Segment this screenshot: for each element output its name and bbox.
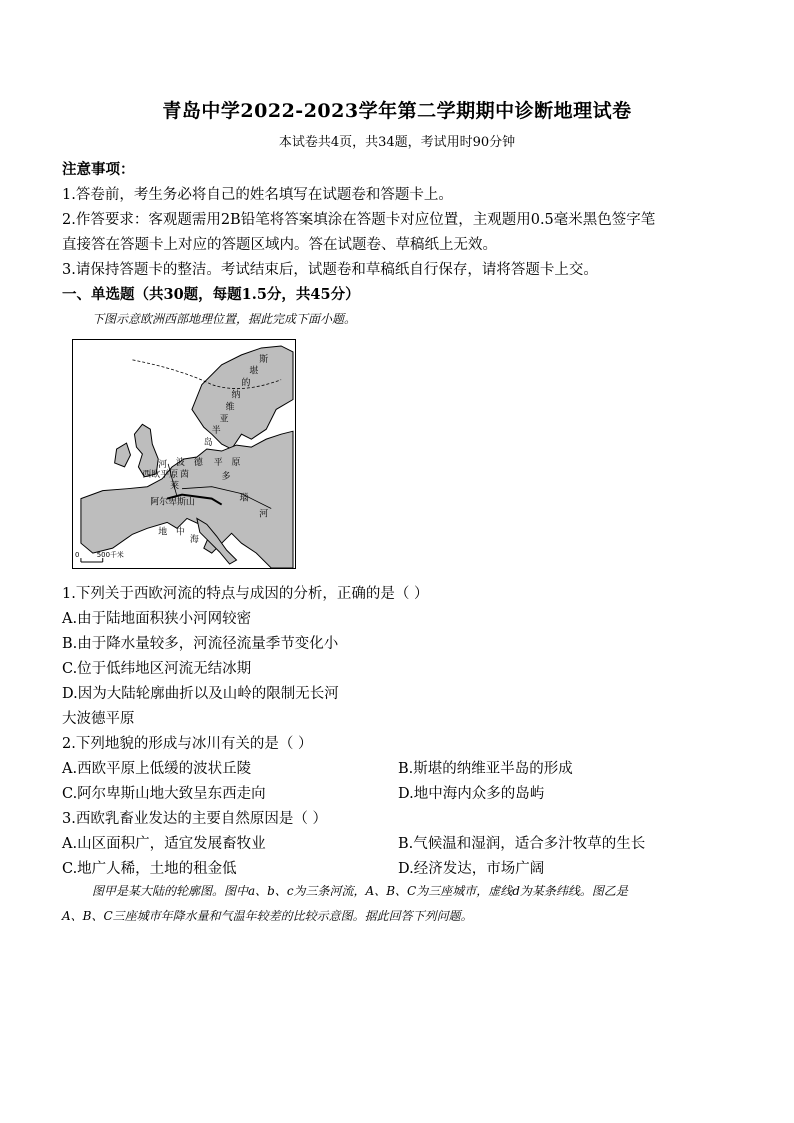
page-title: 青岛中学2022-2023学年第二学期期中诊断地理试卷 (162, 100, 632, 122)
passage-line: 图甲是某大陆的轮廓图。图中a、b、c为三条河流，A、B、C为三座城市，虚线d为某条纬线。图乙是 (92, 884, 628, 898)
exam-info: 本试卷共4页，共34题，考试用时90分钟 (278, 135, 516, 150)
map-label: 斯 (259, 354, 269, 365)
map-label: 岛 (203, 438, 213, 449)
passage-line: A、B、C三座城市年降水量和气温年较差的比较示意图。据此回答下列问题。 (62, 909, 473, 923)
scandinavia-landmass (192, 346, 293, 449)
question-option: B.由于降水量较多，河流径流量季节变化小 (62, 636, 339, 652)
map-label: 维 (225, 402, 235, 413)
map-label: 纳 (231, 390, 241, 401)
map-label: 波 (176, 457, 185, 468)
map-label: 堪 (249, 366, 259, 377)
map-label: 瑙 (239, 493, 249, 504)
map-label: 海 (189, 535, 199, 546)
scale-zero: 0 (74, 551, 80, 560)
map-label: 西欧平原 (142, 469, 179, 480)
europe-map (73, 340, 295, 568)
note-item: 3.请保持答题卡的整洁。考试结束后，试题卷和草稿纸自行保存，请将答题卡上交。 (62, 262, 598, 278)
map-label: 中 (176, 527, 185, 538)
map-label: 原 (231, 457, 241, 468)
ireland-landmass (115, 443, 131, 467)
map-label: 多 (221, 471, 231, 482)
question-stem: 2.下列地貌的形成与冰川有关的是（ ） (62, 736, 313, 752)
map-label: 茵 (180, 469, 189, 480)
notes-heading: 注意事项： (62, 161, 135, 178)
question-option: C.位于低纬地区河流无结冰期 (62, 661, 252, 677)
question-stem: 1.下列关于西欧河流的特点与成因的分析，正确的是（ ） (62, 586, 429, 602)
map-label: 的 (241, 378, 251, 389)
map-label: 半 (211, 426, 221, 437)
note-item: 2.作答要求：客观题需用2B铅笔将答案填涂在答题卡对应位置，主观题用0.5毫米黑色签字笔 (62, 212, 656, 228)
question-option: A.由于陆地面积狭小河网较密 (62, 611, 252, 627)
question-option: A.西欧平原上低缓的波状丘陵 (62, 761, 252, 777)
question-option: B.气候温和湿润，适合多汁牧草的生长 (398, 836, 646, 852)
question-option: A.山区面积广，适宜发展畜牧业 (62, 836, 266, 852)
question-stem: 3.西欧乳畜业发达的主要自然原因是（ ） (62, 811, 327, 827)
section-heading: 一、单选题（共30题，每题1.5分，共45分） (62, 286, 360, 303)
map-label: 亚 (219, 414, 229, 425)
map-label: 阿尔卑斯山 (150, 497, 195, 508)
question-option: C.地广人稀，土地的租金低 (62, 861, 237, 877)
scale-label: 500千米 (96, 551, 124, 560)
question-option: D.因为大陆轮廓曲折以及山岭的限制无长河 (62, 686, 339, 702)
section-intro: 下图示意欧洲西部地理位置，据此完成下面小题。 (92, 312, 357, 326)
map-label: 德 (193, 457, 203, 468)
note-item: 1.答卷前，考生务必将自己的姓名填写在试题卷和答题卡上。 (62, 187, 453, 203)
question-option: D.经济发达，市场广阔 (398, 861, 545, 877)
stray-text: 大波德平原 (62, 711, 135, 727)
map-label: 河 (259, 509, 269, 520)
map-label: 地 (158, 527, 168, 538)
question-option: C.阿尔卑斯山地大致呈东西走向 (62, 786, 266, 802)
map-label: 平 (213, 457, 223, 468)
note-item: 直接答在答题卡上对应的答题区域内。答在试题卷、草稿纸上无效。 (62, 237, 497, 253)
map-label: 莱 (170, 481, 180, 492)
question-option: B.斯堪的纳维亚半岛的形成 (398, 761, 573, 777)
europe-map-figure (72, 339, 296, 569)
question-option: D.地中海内众多的岛屿 (398, 786, 545, 802)
map-label: 河 (158, 459, 168, 470)
